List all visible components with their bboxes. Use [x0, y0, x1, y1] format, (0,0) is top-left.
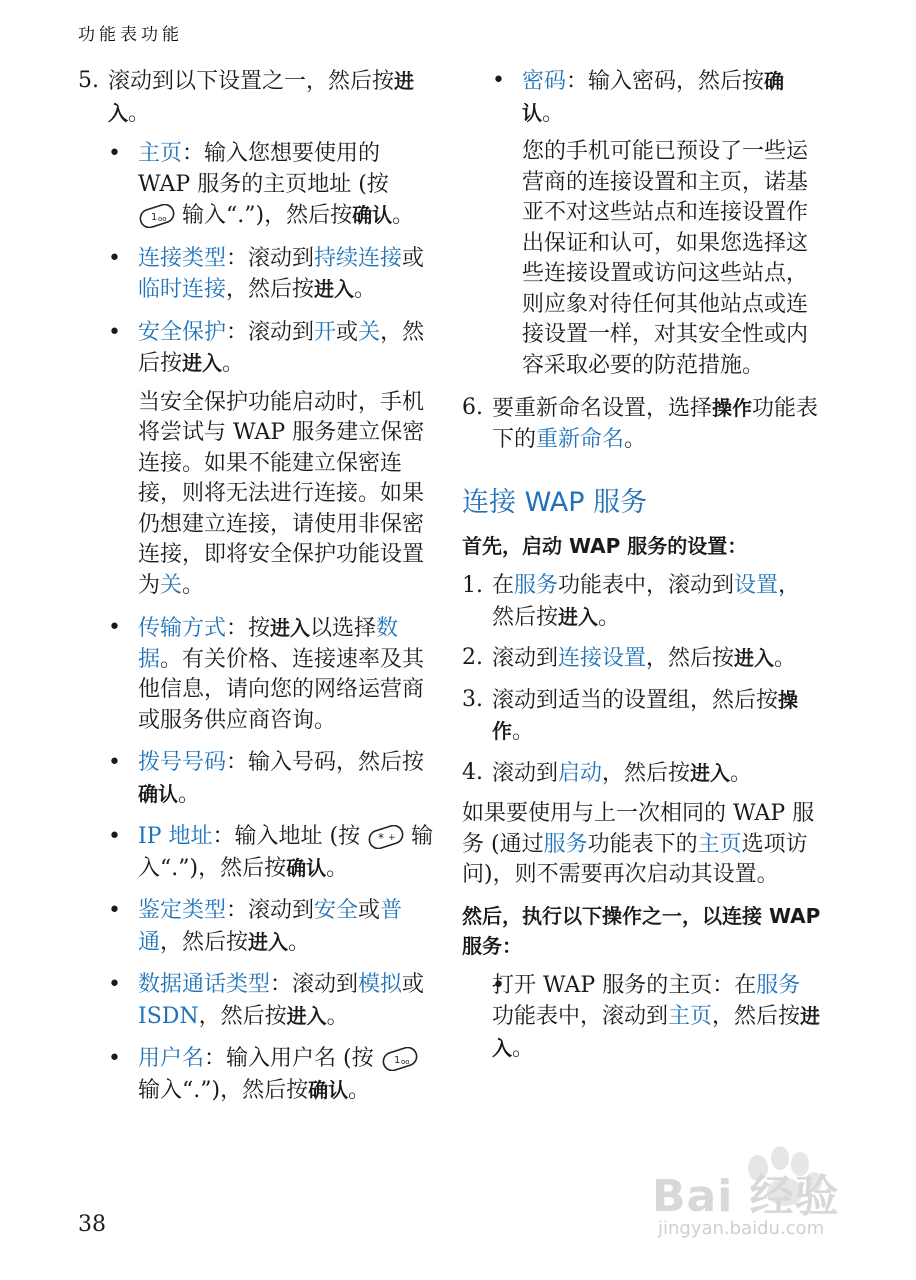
step-number: 1.: [462, 573, 483, 598]
punct: 。: [348, 1077, 371, 1103]
para-text: 功能表下的: [587, 831, 698, 857]
settings-list-continued: [78, 613, 438, 1106]
item-text: 或: [336, 319, 359, 345]
list-item: [78, 139, 438, 232]
list-item: [78, 1044, 438, 1106]
setting-term: 鉴定类型: [138, 898, 227, 923]
softkey-label: 进入: [690, 760, 731, 785]
step-number: 5.: [78, 68, 99, 93]
setting-term: 用户名: [138, 1046, 205, 1071]
option-label: 普通: [138, 898, 403, 955]
item-text: ，然后按: [138, 319, 425, 376]
softkey-label: 进入: [314, 277, 355, 301]
step-5: [78, 66, 438, 129]
para-text: 选项访问)，则不需要再次启动其设置。: [462, 831, 808, 887]
softkey-label: 进入: [558, 604, 599, 629]
softkey-label: 确认: [522, 69, 785, 125]
punct: 。: [624, 426, 647, 452]
info-paragraph: [462, 799, 822, 891]
setting-term: 数据通话类型: [138, 972, 271, 997]
softkey-label: 进入: [248, 929, 289, 954]
step-text: 功能表下的: [492, 396, 819, 452]
note-text: 当安全保护功能启动时，手机将尝试与 WAP 服务建立保密连接。如果不能建立保密连接，则将无法进行连接。如果仍想建立连接，请使用非保密连接，即将安全保护功能设置为: [138, 389, 425, 598]
punct: 。: [178, 781, 201, 807]
item-text: ，然后按: [160, 929, 249, 955]
punct: 。: [222, 351, 245, 376]
item-text: 或: [402, 972, 425, 997]
menu-option: 启动: [558, 760, 603, 786]
step-6: [462, 393, 822, 455]
step-text: 滚动到以下设置之一，然后按: [108, 69, 395, 94]
item-text: ：输入您想要使用的 WAP 服务的主页地址 (按: [138, 141, 389, 197]
softkey-label: 确认: [138, 781, 178, 806]
list-item: [462, 971, 822, 1065]
item-text: 或: [402, 245, 425, 271]
punct: 。: [288, 929, 311, 955]
option-label: 临时连接: [138, 277, 227, 302]
menu-option: 重新命名: [536, 426, 625, 452]
punct: 。: [326, 855, 349, 881]
item-text: ，然后按: [226, 277, 315, 302]
item-text: ：按: [226, 616, 271, 641]
softkey-label: 确认: [308, 1077, 349, 1102]
step-text: ，然后按: [646, 646, 735, 671]
step-number: 2.: [462, 645, 483, 670]
step-text: ，然后按: [602, 760, 691, 786]
item-text: 功能表中，滚动到: [492, 1004, 669, 1029]
menu-option: 服务: [543, 831, 588, 857]
step-2: [462, 643, 822, 675]
softkey-label: 确认: [286, 855, 327, 880]
setting-term: 安全保护: [138, 319, 227, 345]
lead-text: 首先，启动 WAP 服务的设置：: [462, 534, 748, 558]
softkey-label: 操作: [712, 396, 753, 420]
menu-option: 服务: [514, 573, 559, 598]
item-text: 打开 WAP 服务的主页：在: [492, 972, 757, 998]
punct: 。: [774, 646, 797, 671]
left-column: [78, 66, 438, 1118]
running-header: 功能表功能: [78, 25, 183, 45]
key-1-icon: [138, 204, 176, 228]
softkey-label: 进入: [492, 1004, 821, 1060]
list-item: [78, 896, 438, 958]
punct: 。: [542, 100, 565, 126]
setting-term: 传输方式: [138, 616, 227, 641]
option-label: 关: [358, 319, 381, 345]
item-text: ：输入地址 (按: [212, 824, 361, 849]
item-text: 输入“.”)，然后按: [182, 203, 353, 228]
menu-option: 设置: [734, 573, 779, 598]
svg-text:1: 1: [393, 1055, 400, 1066]
menu-option: 服务: [756, 972, 801, 998]
item-text: ：滚动到: [226, 245, 315, 271]
setting-term: 拨号号码: [138, 750, 227, 775]
menu-option: 连接设置: [558, 646, 647, 671]
step-text: 滚动到: [492, 646, 559, 671]
punct: 。: [326, 1003, 349, 1029]
key-1-icon: [381, 1047, 419, 1071]
list-item: [78, 748, 438, 810]
disclaimer-note: 您的手机可能已预设了一些运营商的连接设置和主页，诺基亚不对这些站点和连接设置作出保证和认可，如果您选择这些连接设置或访问这些站点，则应象对待任何其他站点或连接设置一样，对其安全性或内容采取必要的防范措施。: [522, 139, 809, 378]
svg-text:oo: oo: [400, 1058, 410, 1066]
list-item: [78, 318, 438, 380]
settings-list: [78, 139, 438, 380]
step-1: [462, 571, 822, 633]
step-text: 功能表中，滚动到: [558, 573, 735, 598]
item-text: ：滚动到: [226, 898, 315, 923]
list-item: [78, 970, 438, 1032]
softkey-label: 进入: [270, 616, 311, 640]
option-label: 开: [314, 319, 337, 345]
softkey-label: 进入: [734, 646, 775, 670]
svg-text:1: 1: [151, 212, 158, 223]
step-number: 6.: [462, 395, 483, 420]
option-label: 安全: [314, 898, 359, 923]
softkey-label: 操作: [492, 687, 799, 743]
list-item: [78, 613, 438, 736]
connect-list: [462, 971, 822, 1065]
security-note: [78, 388, 438, 602]
step-3: [462, 685, 822, 748]
option-label: 数据: [138, 616, 399, 672]
punct: 。: [598, 604, 621, 630]
punct: 。: [512, 1035, 535, 1061]
item-text: ：输入号码，然后按: [226, 750, 425, 775]
punct: 。: [392, 203, 415, 228]
option-label: 关: [160, 572, 183, 598]
svg-text:oo: oo: [158, 215, 167, 223]
punct: 。: [128, 100, 151, 126]
page-number: 38: [78, 1212, 106, 1237]
svg-text:+: +: [388, 833, 396, 843]
punct: 。: [354, 277, 377, 302]
setting-term: 密码: [522, 69, 567, 94]
option-label: 持续连接: [314, 245, 403, 271]
softkey-label: 进入: [286, 1003, 327, 1028]
step-text: ，然后按: [492, 573, 801, 630]
punct: 。: [512, 719, 535, 744]
item-text: ，然后按: [712, 1004, 801, 1029]
section-title: 连接 WAP 服务: [462, 487, 648, 518]
list-item: [78, 822, 438, 884]
option-label: 模拟: [358, 972, 403, 997]
softkey-label: 进入: [108, 69, 415, 125]
menu-option: 主页: [697, 831, 742, 857]
step-text: 滚动到: [492, 760, 559, 786]
watermark-url: jingyan.baidu.com: [658, 1218, 825, 1239]
step-4: [462, 758, 822, 790]
item-text: 。有关价格、连接速率及其他信息，请向您的网络运营商或服务供应商咨询。: [138, 646, 425, 733]
settings-list-right: [462, 66, 822, 129]
lead-text: 然后，执行以下操作之一，以连接 WAP 服务：: [462, 903, 821, 958]
right-column: [462, 66, 822, 1076]
item-text: ：输入密码，然后按: [566, 69, 765, 94]
punct: 。: [730, 760, 753, 786]
star-key-icon: [367, 825, 405, 849]
setting-term: IP 地址: [138, 824, 213, 849]
item-text: ，然后按: [198, 1003, 287, 1029]
list-item: [78, 244, 438, 306]
item-text: ：滚动到: [226, 319, 315, 345]
list-item: [462, 66, 822, 129]
item-text: 以选择: [310, 616, 377, 641]
item-text: 输入“.”)，然后按: [138, 824, 434, 881]
softkey-label: 确认: [352, 203, 393, 227]
svg-text:*: *: [378, 831, 385, 845]
item-text: 或: [358, 898, 381, 923]
menu-option: 主页: [668, 1004, 713, 1029]
item-text: 输入“.”)，然后按: [138, 1077, 309, 1103]
step-text: 要重新命名设置，选择: [492, 396, 713, 421]
step-text: 滚动到适当的设置组，然后按: [492, 687, 779, 713]
setting-term: 主页: [138, 141, 183, 166]
step-number: 3.: [462, 686, 483, 712]
setting-term: 连接类型: [138, 245, 227, 271]
softkey-label: 进入: [182, 351, 223, 375]
step-number: 4.: [462, 759, 483, 785]
punct: 。: [182, 572, 205, 598]
step-text: 在: [492, 573, 515, 598]
item-text: ：滚动到: [270, 972, 359, 997]
option-label: ISDN: [138, 1003, 199, 1029]
watermark-brand: Bai 经验: [652, 1171, 840, 1222]
para-text: 如果要使用与上一次相同的 WAP 服务 (通过: [462, 801, 815, 857]
item-text: ：输入用户名 (按: [204, 1046, 374, 1071]
